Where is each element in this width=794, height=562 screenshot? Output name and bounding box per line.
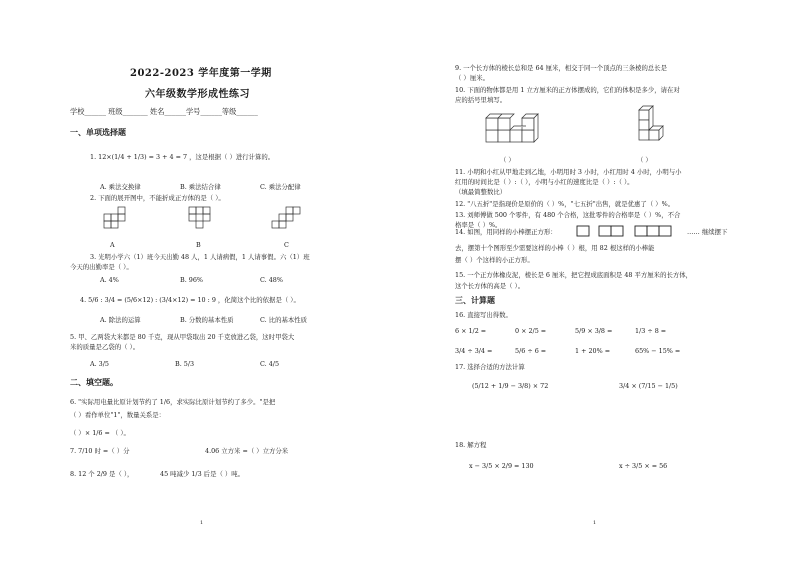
q1-option-a: A. 乘法交换律 [100, 183, 141, 191]
question-10-cont: 应的括号里填写。 [455, 96, 507, 104]
calc-1-1: 6 × 1/2 = [455, 327, 487, 335]
question-3: 3. 光明小学六（1）班今天出勤 48 人，1 人请病假，1 人请事假。六（1）班 [90, 253, 310, 261]
question-12: 12. "八五折"是指现价是原价的（ ）%，"七五折"出售，就是优惠了（ ）%。 [455, 200, 675, 208]
question-7a: 7. 7/10 时 =（ ）分 [70, 447, 130, 455]
q10-blank-2: （ ） [637, 156, 652, 164]
calc-1-4: 1/3 ÷ 8 = [635, 327, 667, 335]
calc-1-3: 5/9 × 3/8 = [575, 327, 613, 335]
question-6-relation: （ ）× 1/6 = （ ）。 [70, 429, 130, 437]
cube-net-c [268, 207, 308, 237]
exam-subtitle: 六年级数学形成性练习 [145, 89, 250, 100]
left-page-number: 1 [200, 520, 204, 526]
question-14-cont: 去，摆第十个图形至少需要这样的小棒（ ）根，用 82 根这样的小棒能 [455, 244, 655, 252]
question-15: 15. 一个正方体橡皮泥，棱长是 6 厘米，把它捏成底面积是 48 平方厘米的长方体， [455, 271, 693, 279]
question-5-cont: 米的质量是乙袋的（ ）。 [70, 343, 140, 351]
section-2-heading: 二、填空题。 [70, 377, 118, 387]
cube-stack-figure-1 [482, 110, 552, 152]
q1-option-b: B. 乘法结合律 [180, 183, 221, 191]
question-6-cont: （ ）看作单位"1"，数量关系是： [70, 411, 166, 419]
question-18: 18. 解方程 [455, 441, 487, 449]
question-16: 16. 直接写出得数。 [455, 311, 512, 319]
calc-2-1: 3/4 ÷ 3/4 = [455, 347, 493, 355]
q5-option-a: A. 3/5 [90, 360, 109, 368]
q18-equation-a: x − 3/5 × 2/9 = 130 [469, 462, 534, 470]
question-9: 9. 一个长方体的棱长总和是 64 厘米，相交于同一个顶点的三条棱的总长是 [455, 64, 668, 72]
exam-title: 2022-2023 学年度第一学期 [130, 68, 272, 79]
net-label-a: A [110, 241, 115, 249]
cube-net-a [100, 207, 140, 237]
calc-1-2: 0 × 2/5 = [515, 327, 547, 335]
question-11-note: （填最简整数比） [455, 188, 507, 196]
q10-blank-1: （ ） [500, 156, 515, 164]
q4-option-b: B. 分数的基本性质 [180, 316, 234, 324]
right-page [397, 0, 794, 562]
q18-equation-b: x ÷ 3/5 × = 56 [619, 462, 668, 470]
question-1: 1. 12×(1/4 + 1/3) = 3 + 4 = 7 ，这是根据（ ）进行计算的。 [90, 153, 275, 161]
question-6: 6. "实际用电量比原计划节约了 1/6，求实际比原计划节约了多少。"是把 [70, 398, 276, 406]
question-13: 13. 刘师傅做 500 个零件，有 480 个合格，这批零件的合格率是（ ）%，不合 [455, 211, 681, 219]
question-15-cont: 这个长方体的高是（ ）。 [455, 282, 525, 290]
question-5: 5. 甲、乙两袋大米都是 80 千克，现从甲袋取出 20 千克放进乙袋，这时甲袋大 [70, 333, 295, 341]
calc-2-4: 65% − 15% = [635, 347, 681, 355]
right-page-number: 1 [593, 520, 597, 526]
question-10: 10. 下面的物体都是用 1 立方厘米的正方体摆成的，它们的体积是多少，请在对 [455, 86, 680, 94]
question-14-cont2: 摆（ ）个这样的小正方形。 [455, 256, 534, 264]
q3-option-c: C. 48% [260, 276, 283, 284]
q3-option-b: B. 96% [180, 276, 203, 284]
q4-option-a: A. 除法的运算 [100, 316, 141, 324]
q17-expression-a: (5/12 + 1/9 − 3/8) × 72 [472, 382, 549, 390]
question-3-cont: 今天的出勤率是（ ）。 [70, 263, 133, 271]
net-label-c: C [284, 241, 289, 249]
question-14-mid: …… 继续摆下 [687, 228, 728, 236]
question-13-cont: 格率是（ ）%。 [455, 221, 502, 229]
matchstick-squares-figure [575, 224, 679, 238]
question-7b: 4.06 立方米 =（ ）立方分米 [205, 447, 289, 455]
q1-option-c: C. 乘法分配律 [260, 183, 301, 191]
question-11-cont: 红用的时间比是（ ）:（ ），小明与小红的速度比是（ ）:（ ）。 [455, 178, 634, 186]
question-4: 4. 5/6 : 3/4 = (5/6×12) : (3/4×12) = 10 : 9 ，化简这个比的依据是（ ）。 [80, 296, 300, 304]
net-label-b: B [196, 241, 201, 249]
calc-2-2: 5/6 ÷ 6 = [515, 347, 547, 355]
question-17: 17. 选择合适的方法计算 [455, 363, 525, 371]
q3-option-a: A. 4% [100, 276, 119, 284]
q17-expression-b: 3/4 × (7/15 − 1/5) [619, 382, 678, 390]
question-2: 2. 下面的展开图中，不能折成正方体的是（ ）。 [90, 194, 225, 202]
cube-net-b [185, 207, 225, 237]
cube-stack-figure-2 [635, 106, 675, 154]
question-11: 11. 小明和小红从甲地走到乙地，小明用时 3 小时，小红用时 4 小时，小明与小 [455, 168, 682, 176]
section-1-heading: 一、单项选择题 [70, 127, 126, 137]
section-3-heading: 三、计算题 [455, 295, 495, 305]
question-8b: 45 吨减少 1/3 后是（ ）吨。 [160, 470, 245, 478]
calc-2-3: 1 + 20% = [575, 347, 611, 355]
question-8a: 8. 12 个 2/9 是（ ）， [70, 470, 134, 478]
question-14: 14. 如图，用同样的小棒摆正方形： [455, 228, 557, 236]
q5-option-b: B. 5/3 [175, 360, 195, 368]
question-9-cont: （ ）厘米。 [455, 74, 489, 82]
student-info-line: 学校______ 班级_______ 姓名______学号______等级______ [70, 107, 258, 116]
q4-option-c: C. 比的基本性质 [260, 316, 308, 324]
q5-option-c: C. 4/5 [260, 360, 280, 368]
